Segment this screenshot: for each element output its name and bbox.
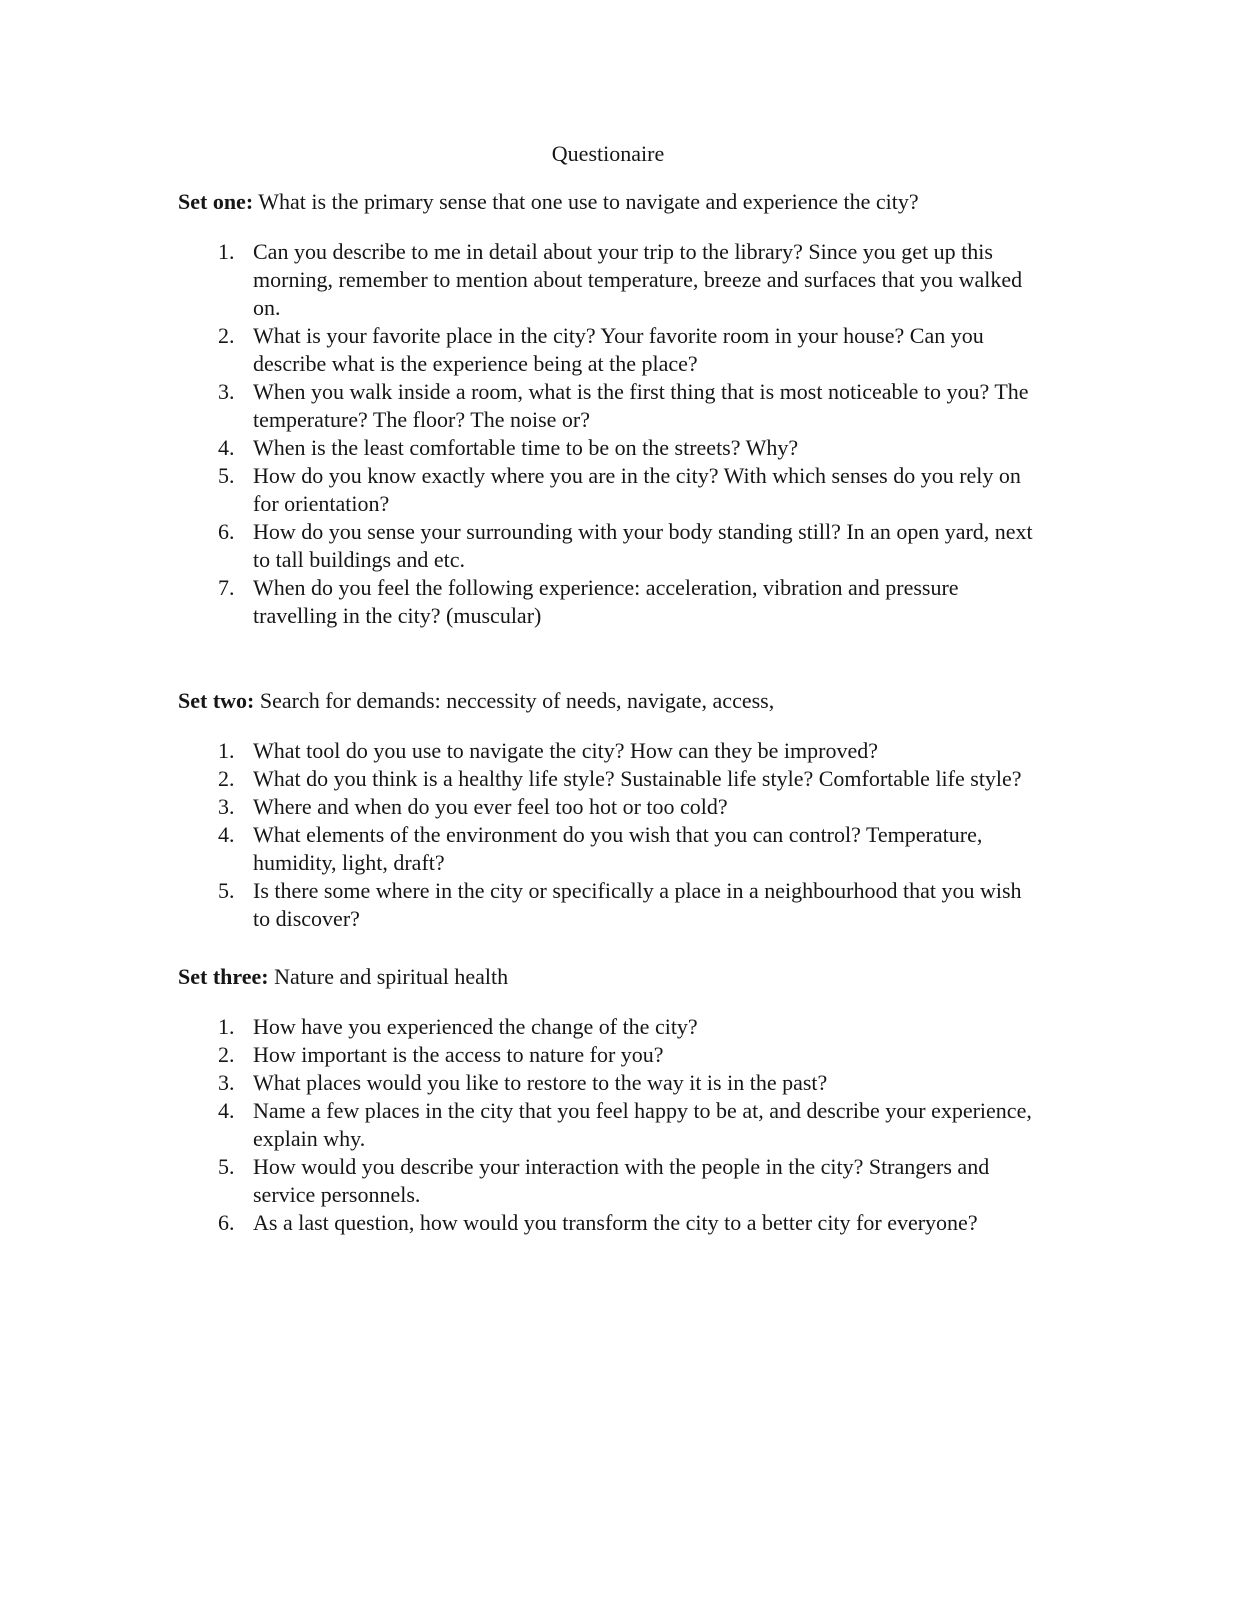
list-item-number: 6. xyxy=(218,1210,235,1235)
list-item xyxy=(178,322,1038,378)
section-intro: Nature and spiritual health xyxy=(274,964,509,989)
list-item xyxy=(178,574,1038,630)
section-set-one xyxy=(178,188,1038,630)
list-item xyxy=(178,1069,1038,1097)
question-list xyxy=(178,238,1038,630)
section-set-three xyxy=(178,963,1038,1237)
question-list xyxy=(178,1013,1038,1237)
question-list xyxy=(178,737,1038,933)
list-item xyxy=(178,765,1038,793)
list-item-text: How do you sense your surrounding with your body standing still? In an open yard, next to tall buildings and etc. xyxy=(253,519,1033,572)
list-item-text: What is your favorite place in the city? Your favorite room in your house? Can you describe what is the experience being at the place? xyxy=(253,323,984,376)
list-item-text: How do you know exactly where you are in the city? With which senses do you rely on for orientation? xyxy=(253,463,1021,516)
list-item xyxy=(178,877,1038,933)
section-label: Set one: xyxy=(178,189,254,214)
document-title: Questionaire xyxy=(551,141,665,166)
list-item-text: When is the least comfortable time to be on the streets? Why? xyxy=(253,435,799,460)
list-item-text: How have you experienced the change of the city? xyxy=(253,1014,698,1039)
list-item-number: 7. xyxy=(218,575,235,600)
list-item-number: 3. xyxy=(218,794,235,819)
list-item-text: How would you describe your interaction with the people in the city? Strangers and service personnels. xyxy=(253,1154,990,1207)
list-item-number: 1. xyxy=(218,738,235,763)
list-item-text: As a last question, how would you transform the city to a better city for everyone? xyxy=(253,1210,978,1235)
list-item xyxy=(178,737,1038,765)
list-item xyxy=(178,793,1038,821)
list-item-text: What elements of the environment do you wish that you can control? Temperature, humidity, light, draft? xyxy=(253,822,983,875)
list-item-number: 4. xyxy=(218,1098,235,1123)
list-item xyxy=(178,1097,1038,1153)
list-item-number: 1. xyxy=(218,1014,235,1039)
list-item xyxy=(178,378,1038,434)
list-item-number: 3. xyxy=(218,379,235,404)
section-heading xyxy=(178,188,1038,216)
list-item-number: 3. xyxy=(218,1070,235,1095)
list-item-number: 2. xyxy=(218,323,235,348)
list-item-text: When do you feel the following experience: acceleration, vibration and pressure travelling in the city? (muscular) xyxy=(253,575,959,628)
list-item xyxy=(178,518,1038,574)
list-item-text: What places would you like to restore to the way it is in the past? xyxy=(253,1070,828,1095)
list-item xyxy=(178,1153,1038,1209)
list-item-number: 4. xyxy=(218,435,235,460)
list-item-number: 2. xyxy=(218,766,235,791)
list-item-number: 4. xyxy=(218,822,235,847)
list-item xyxy=(178,1209,1038,1237)
list-item xyxy=(178,462,1038,518)
list-item-text: What tool do you use to navigate the city? How can they be improved? xyxy=(253,738,878,763)
list-item-number: 5. xyxy=(218,878,235,903)
section-set-two xyxy=(178,687,1038,933)
list-item xyxy=(178,238,1038,322)
section-label: Set three: xyxy=(178,964,269,989)
section-label: Set two: xyxy=(178,688,255,713)
list-item-text: Can you describe to me in detail about your trip to the library? Since you get up this morning, remember to mention about temperature, breeze and surfaces that you walked on. xyxy=(253,239,1023,320)
list-item-text: What do you think is a healthy life style? Sustainable life style? Comfortable life style? xyxy=(253,766,1022,791)
list-item-text: Where and when do you ever feel too hot or too cold? xyxy=(253,794,728,819)
list-item-text: Name a few places in the city that you feel happy to be at, and describe your experience, explain why. xyxy=(253,1098,1032,1151)
list-item-number: 5. xyxy=(218,463,235,488)
section-heading xyxy=(178,963,1038,991)
section-intro: Search for demands: neccessity of needs, navigate, access, xyxy=(259,688,775,713)
list-item-text: When you walk inside a room, what is the first thing that is most noticeable to you? The temperature? The floor? The noise or? xyxy=(253,379,1029,432)
list-item-text: Is there some where in the city or specifically a place in a neighbourhood that you wish to discover? xyxy=(253,878,1022,931)
list-item xyxy=(178,434,1038,462)
list-item xyxy=(178,1013,1038,1041)
list-item xyxy=(178,1041,1038,1069)
list-item-number: 2. xyxy=(218,1042,235,1067)
list-item-number: 1. xyxy=(218,239,235,264)
list-item xyxy=(178,821,1038,877)
section-intro: What is the primary sense that one use to navigate and experience the city? xyxy=(258,189,919,214)
section-heading xyxy=(178,687,1038,715)
list-item-number: 5. xyxy=(218,1154,235,1179)
list-item-number: 6. xyxy=(218,519,235,544)
list-item-text: How important is the access to nature for you? xyxy=(253,1042,664,1067)
